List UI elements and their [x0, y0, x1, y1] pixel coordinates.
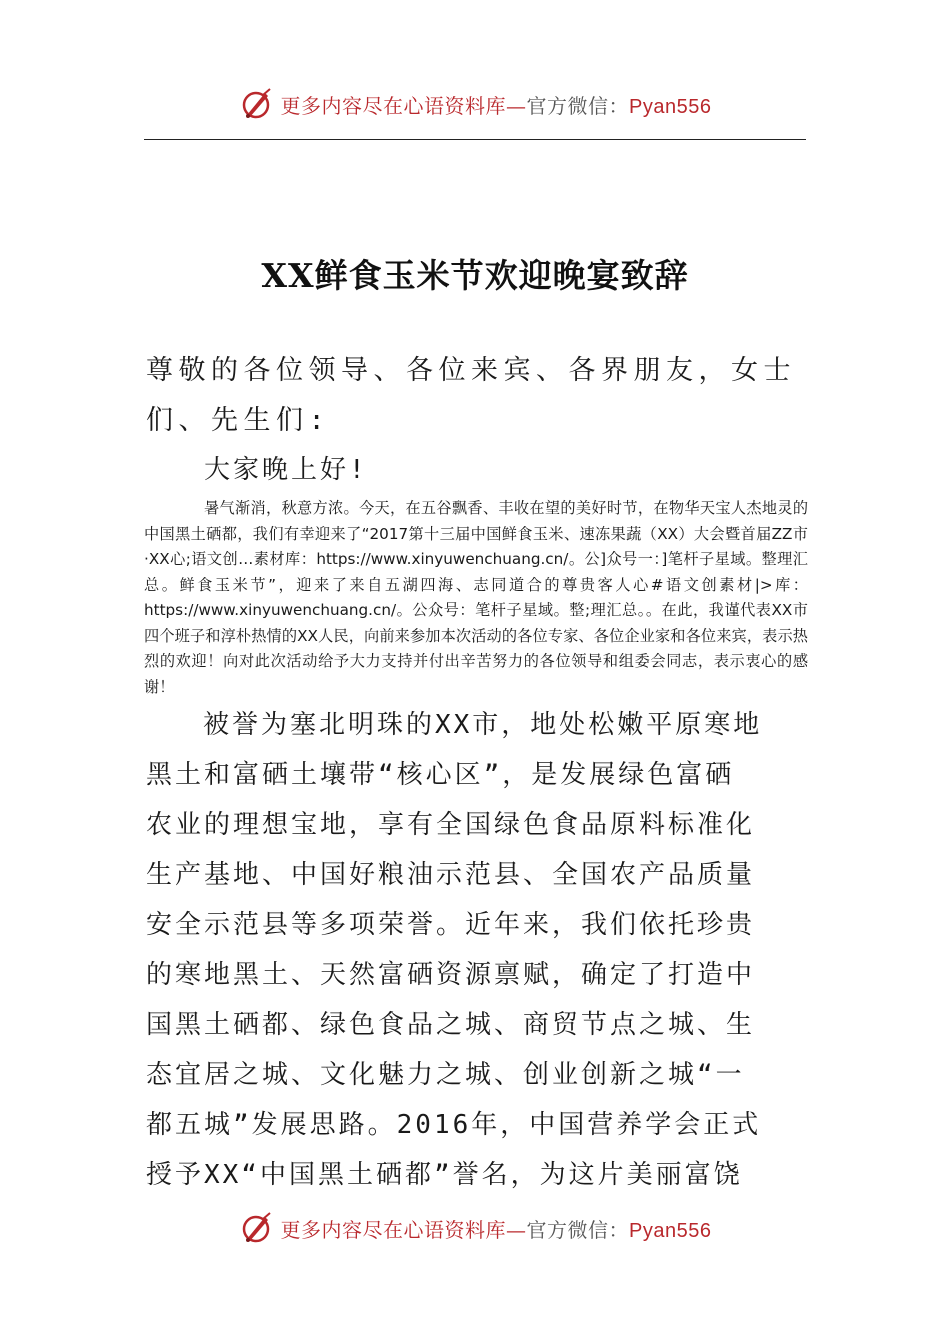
paragraph-line: 的寒地黑土、天然富硒资源禀赋，确定了打造中: [146, 960, 756, 990]
paragraph-line: 农业的理想宝地，享有全国绿色食品原料标准化: [146, 810, 756, 840]
paragraph-welcome: 暑气渐消，秋意方浓。今天，在五谷飘香、丰收在望的美好时节，在物华天宝人杰地灵的中国黑土硒都，我们有幸迎来了“2017第十三届中国鲜食玉米、速冻果蔬（XX）大会暨首届ZZ市·XX心;语文创…素材库：https://www.xinyuwenchuang.cn/。公]众号一：]笔杆子星域。整理汇总。鲜食玉米节”，迎来了来自五湖四海、志同道合的尊贵客人心#语文创素材|>库：https://www.xinyuwenchuang.cn/。公众号：笔杆子星域。整;理汇总。。在此，我谨代表XX市四个班子和淳朴热情的XX人民，向前来参加本次活动的各位专家、各位企业家和各位来宾，表示热烈的欢迎！向对此次活动给予大力支持并付出辛苦努力的各位领导和组委会同志，表示衷心的感谢！: [144, 499, 808, 696]
document-title: XX鲜食玉米节欢迎晚宴致辞: [261, 256, 689, 295]
banner-main-text: 更多内容尽在心语资料库—: [280, 93, 527, 118]
paragraph-city-intro: [146, 700, 786, 1200]
banner-text: [281, 1214, 712, 1243]
footer-banner: [0, 1208, 950, 1248]
greeting: 大家晚上好!: [204, 455, 368, 485]
header-banner: [0, 84, 950, 124]
pen-logo-icon: [239, 87, 273, 121]
paragraph-line: 态宜居之城、文化魅力之城、创业创新之城“一: [146, 1060, 745, 1090]
banner-wechat-label: 官方微信：: [526, 1217, 630, 1242]
banner-wechat-id: Pyan556: [629, 95, 712, 118]
banner-main-text: 更多内容尽在心语资料库—: [280, 1217, 527, 1242]
paragraph-line: 安全示范县等多项荣誉。近年来，我们依托珍贵: [146, 910, 756, 940]
paragraph-line: 都五城”发展思路。2016年，中国营养学会正式: [146, 1110, 762, 1140]
paragraph-line: 授予XX“中国黑土硒都”誉名，为这片美丽富饶: [146, 1160, 743, 1190]
pen-logo-icon: [239, 1211, 273, 1245]
salutation: 尊敬的各位领导、各位来宾、各界朋友，女士们、先生们:: [146, 355, 796, 436]
banner-wechat-id: Pyan556: [629, 1219, 712, 1242]
paragraph-line: 被誉为塞北明珠的XX市，地处松嫩平原寒地: [203, 710, 763, 740]
paragraph-line: 生产基地、中国好粮油示范县、全国农产品质量: [146, 860, 756, 890]
banner-wechat-label: 官方微信：: [526, 93, 630, 118]
paragraph-line: 黑土和富硒土壤带“核心区”，是发展绿色富硒: [146, 760, 735, 790]
banner-text: [281, 90, 712, 119]
paragraph-line: 国黑土硒都、绿色食品之城、商贸节点之城、生: [146, 1010, 756, 1040]
header-divider: [144, 139, 806, 140]
